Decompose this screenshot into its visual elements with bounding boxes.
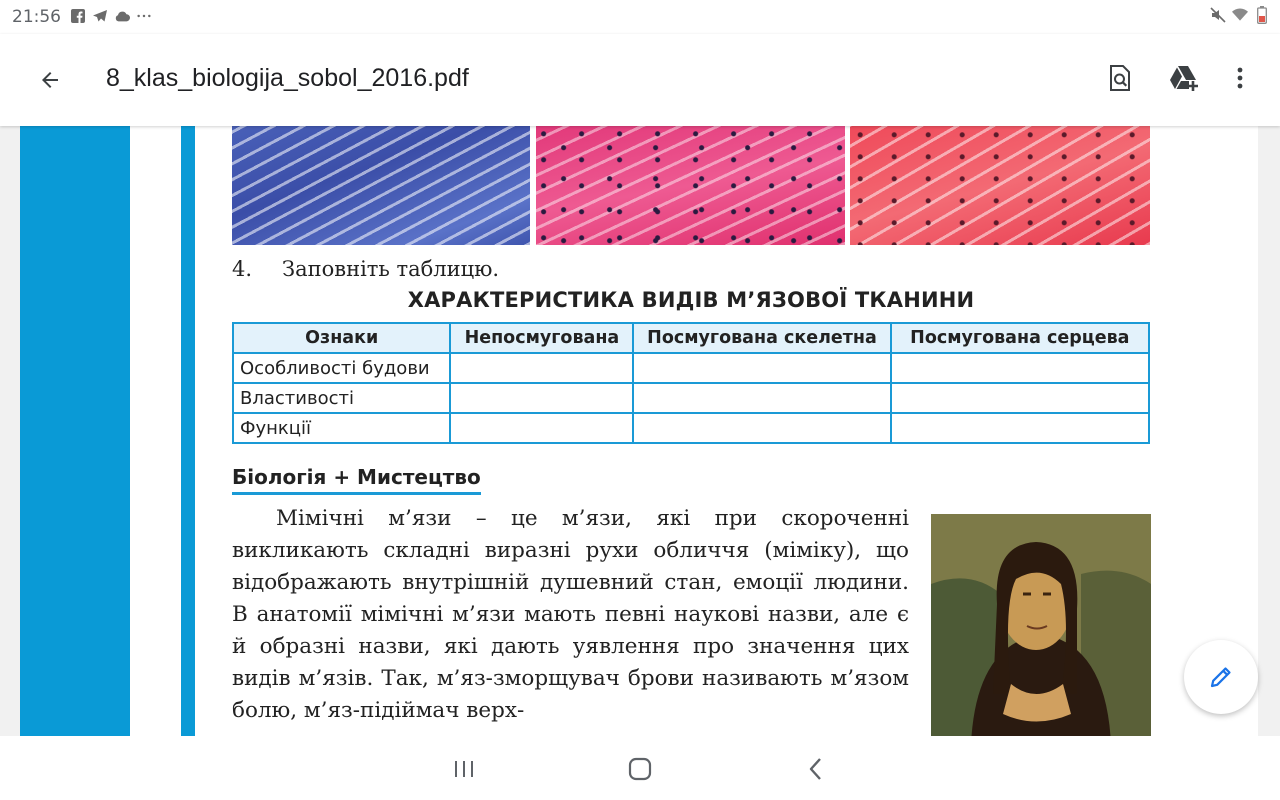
facebook-icon <box>70 8 86 24</box>
google-drive-add-icon <box>1169 65 1199 91</box>
table-row <box>233 413 1149 443</box>
table-cell: Функції <box>233 413 450 443</box>
document-title: 8_klas_biologija_sobol_2016.pdf <box>106 64 469 92</box>
search-document-icon <box>1108 64 1132 92</box>
skeletal-muscle-micrograph <box>536 126 845 245</box>
paragraph-text: Мімічні м’язи – це м’язи, які при скороченні викликають складні виразні рухи обличчя (міміку), що відображають внутрішній душевний стан, емоції людини. В анатомії мімічні м’язи мають певні наукові назви, але є й образні назви, які дають уявлення про значення цих видів м’язів. Так, м’яз-зморщувач брови називають м’язом болю, м’яз-підіймач верх- <box>232 506 909 723</box>
pdf-page <box>20 126 1258 736</box>
table-header-row <box>233 323 1149 353</box>
table-header-cell: Непосмугована <box>450 323 633 353</box>
cardiac-muscle-micrograph <box>850 126 1150 245</box>
table-cell <box>633 413 890 443</box>
search-document-button[interactable] <box>1098 56 1142 100</box>
table-cell <box>891 353 1149 383</box>
table-cell <box>891 413 1149 443</box>
status-time: 21:56 <box>12 7 61 27</box>
overflow-menu-icon <box>1237 66 1243 90</box>
page-side-band <box>20 126 130 736</box>
page-margin-stripe <box>181 126 195 736</box>
status-bar <box>0 0 1280 34</box>
table-header-cell: Ознаки <box>233 323 450 353</box>
overflow-menu-button[interactable] <box>1218 56 1262 100</box>
telegram-icon <box>92 8 108 24</box>
home-icon <box>628 757 652 781</box>
smooth-muscle-micrograph <box>232 126 530 245</box>
mona-lisa-portrait <box>931 514 1151 736</box>
task-line <box>232 257 499 281</box>
table-cell: Властивості <box>233 383 450 413</box>
muscle-tissue-table <box>232 322 1150 444</box>
table-header-cell: Посмугована скелетна <box>633 323 890 353</box>
table-header-cell: Посмугована серцева <box>891 323 1149 353</box>
mute-icon <box>1210 7 1226 23</box>
app-bar <box>0 34 1280 126</box>
recent-apps-icon <box>453 759 475 779</box>
home-button[interactable] <box>610 752 670 786</box>
table-cell <box>450 353 633 383</box>
recent-apps-button[interactable] <box>434 752 494 786</box>
add-to-drive-button[interactable] <box>1162 56 1206 100</box>
edit-fab[interactable] <box>1184 640 1258 714</box>
portrait-image <box>931 514 1151 736</box>
table-cell: Особливості будови <box>233 353 450 383</box>
edit-pencil-icon <box>1208 664 1234 690</box>
task-text: Заповніть таблицю. <box>282 257 500 281</box>
back-nav-button[interactable] <box>786 752 846 786</box>
table-cell <box>891 383 1149 413</box>
table-row <box>233 353 1149 383</box>
pdf-viewport[interactable] <box>0 126 1280 736</box>
wifi-icon <box>1232 7 1248 23</box>
arrow-back-icon <box>38 68 62 92</box>
table-row <box>233 383 1149 413</box>
body-paragraph <box>232 503 909 727</box>
cloud-icon <box>114 8 130 24</box>
battery-icon <box>1254 7 1270 23</box>
table-cell <box>633 383 890 413</box>
table-title: ХАРАКТЕРИСТИКА ВИДІВ М’ЯЗОВОЇ ТКАНИНИ <box>407 288 975 312</box>
table-cell <box>450 383 633 413</box>
section-heading: Біологія + Мистецтво <box>232 465 481 495</box>
system-nav-bar <box>0 736 1280 800</box>
table-cell <box>450 413 633 443</box>
task-number: 4. <box>232 257 253 281</box>
status-left-icons <box>70 8 152 24</box>
table-cell <box>633 353 890 383</box>
back-icon <box>809 757 823 781</box>
more-dots-icon <box>136 8 152 24</box>
status-right-icons <box>1210 7 1270 23</box>
back-button[interactable] <box>30 60 70 100</box>
